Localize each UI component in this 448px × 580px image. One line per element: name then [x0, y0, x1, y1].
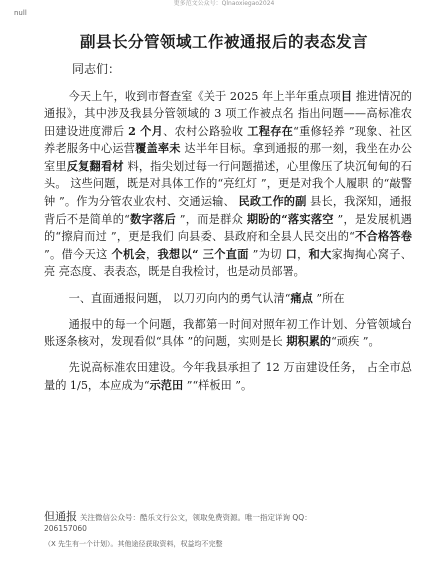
section-heading-1	[44, 290, 412, 308]
text-run: ”“样板田 ”。	[183, 378, 253, 392]
bold-run: 工程存在	[247, 123, 294, 138]
paragraph-problems	[44, 317, 412, 352]
text-run: 家掏掏心窝子、亮 亮态度、表表态，既是自我检讨，也是动员部署。	[44, 248, 412, 278]
bold-run: 口	[285, 247, 298, 262]
footer-notice	[44, 511, 434, 550]
bold-run: 我想以“ 三个直面	[157, 247, 249, 262]
footer-lead-text: 但通报	[44, 510, 77, 523]
text-run: ”。借今天这	[44, 248, 112, 262]
bold-run: 期积累的	[286, 334, 332, 349]
text-run: 一、直面通报问题， 以刀刃向内的勇气认清“	[68, 291, 291, 305]
text-run: ，	[297, 248, 309, 262]
text-run: 先说高标准农田建设。今年我县承担了 12 万亩建设任务， 占全市总量的 1/5，本应成为“	[44, 361, 412, 392]
bold-run: 2 个月	[128, 123, 164, 138]
text-run: 、农村公路验收	[163, 124, 248, 138]
bold-run: 民政工作的副	[238, 193, 307, 208]
text-run: ”所在	[312, 291, 345, 305]
bold-run: 不合格答卷	[354, 229, 412, 244]
paragraph-intro	[44, 88, 412, 281]
bold-run: 目	[340, 89, 353, 103]
text-run: 料，指尖划过每一行问题描述，心里像压了块沉甸甸的石头。 这些问题，既是对具体工作的“亮红灯 ”，更是对我个人履职 的“敲警钟 ”。作为分管农业农村、交通运输、	[44, 160, 412, 208]
text-run: ”，是发展机遇的“擦肩而过 ”，更是我们 向县委、县政府和全县人民交出的“	[44, 212, 412, 244]
footer-line-2: 206157060	[44, 524, 87, 533]
bold-run: 示范田	[149, 377, 184, 392]
text-run: 今天上午，收到市督查室《关于 2025 年上半年重点项	[68, 90, 341, 103]
bold-run: 和大	[308, 247, 332, 262]
salutation: 同志们：	[72, 62, 121, 76]
text-run: “重修轻养 ”现象、社区养老服务中心运营	[44, 124, 413, 156]
text-run: 县长，我深知，通报背后不是简单的“	[44, 194, 412, 226]
bold-run: 数字落后	[129, 211, 176, 226]
text-run: ”，而是群众	[175, 212, 247, 226]
text-run: “顽疾 ”。	[331, 335, 380, 349]
document-body	[44, 88, 412, 404]
paragraph-farmland	[44, 360, 412, 395]
null-tag: null	[14, 9, 27, 17]
footer-line-1: 关注微信公众号：酷乐文行公文，领取免费资源。唯一指定详询 QQ：	[80, 513, 312, 522]
bold-run: 反复翻看材	[66, 159, 124, 174]
bold-run: 痛点	[290, 290, 313, 305]
bold-run: 覆盖率未	[135, 141, 181, 156]
top-watermark-strip: 更多范文公众号：Qlnaoxiegao2024	[173, 0, 275, 7]
text-run: ，	[146, 248, 158, 262]
bold-run: 期盼的“落实落空	[246, 211, 334, 226]
text-run: ”为切	[248, 248, 286, 262]
text-run: 通报中的每一个问题，我都第一时间对照年初工作计划、分管领域台账逐条核对，发现看似“具体 ”的问题，实则是长	[44, 317, 412, 349]
footer-line-3: （X 先生有一个计划）。其他途径获取资料，权益均不完整	[44, 540, 223, 548]
text-run: 推进情况的通报》，其中涉及我县分管领域的 3 项工作被点名 指出问题——高标准农田建设进度滞后	[44, 90, 412, 138]
bold-run: 个机会	[111, 247, 147, 262]
document-title: 副县长分管领域工作被通报后的表态发言	[79, 32, 368, 51]
text-run: 达半年目标。拿到通报的那一刻，我坐在办公室里	[44, 142, 412, 174]
